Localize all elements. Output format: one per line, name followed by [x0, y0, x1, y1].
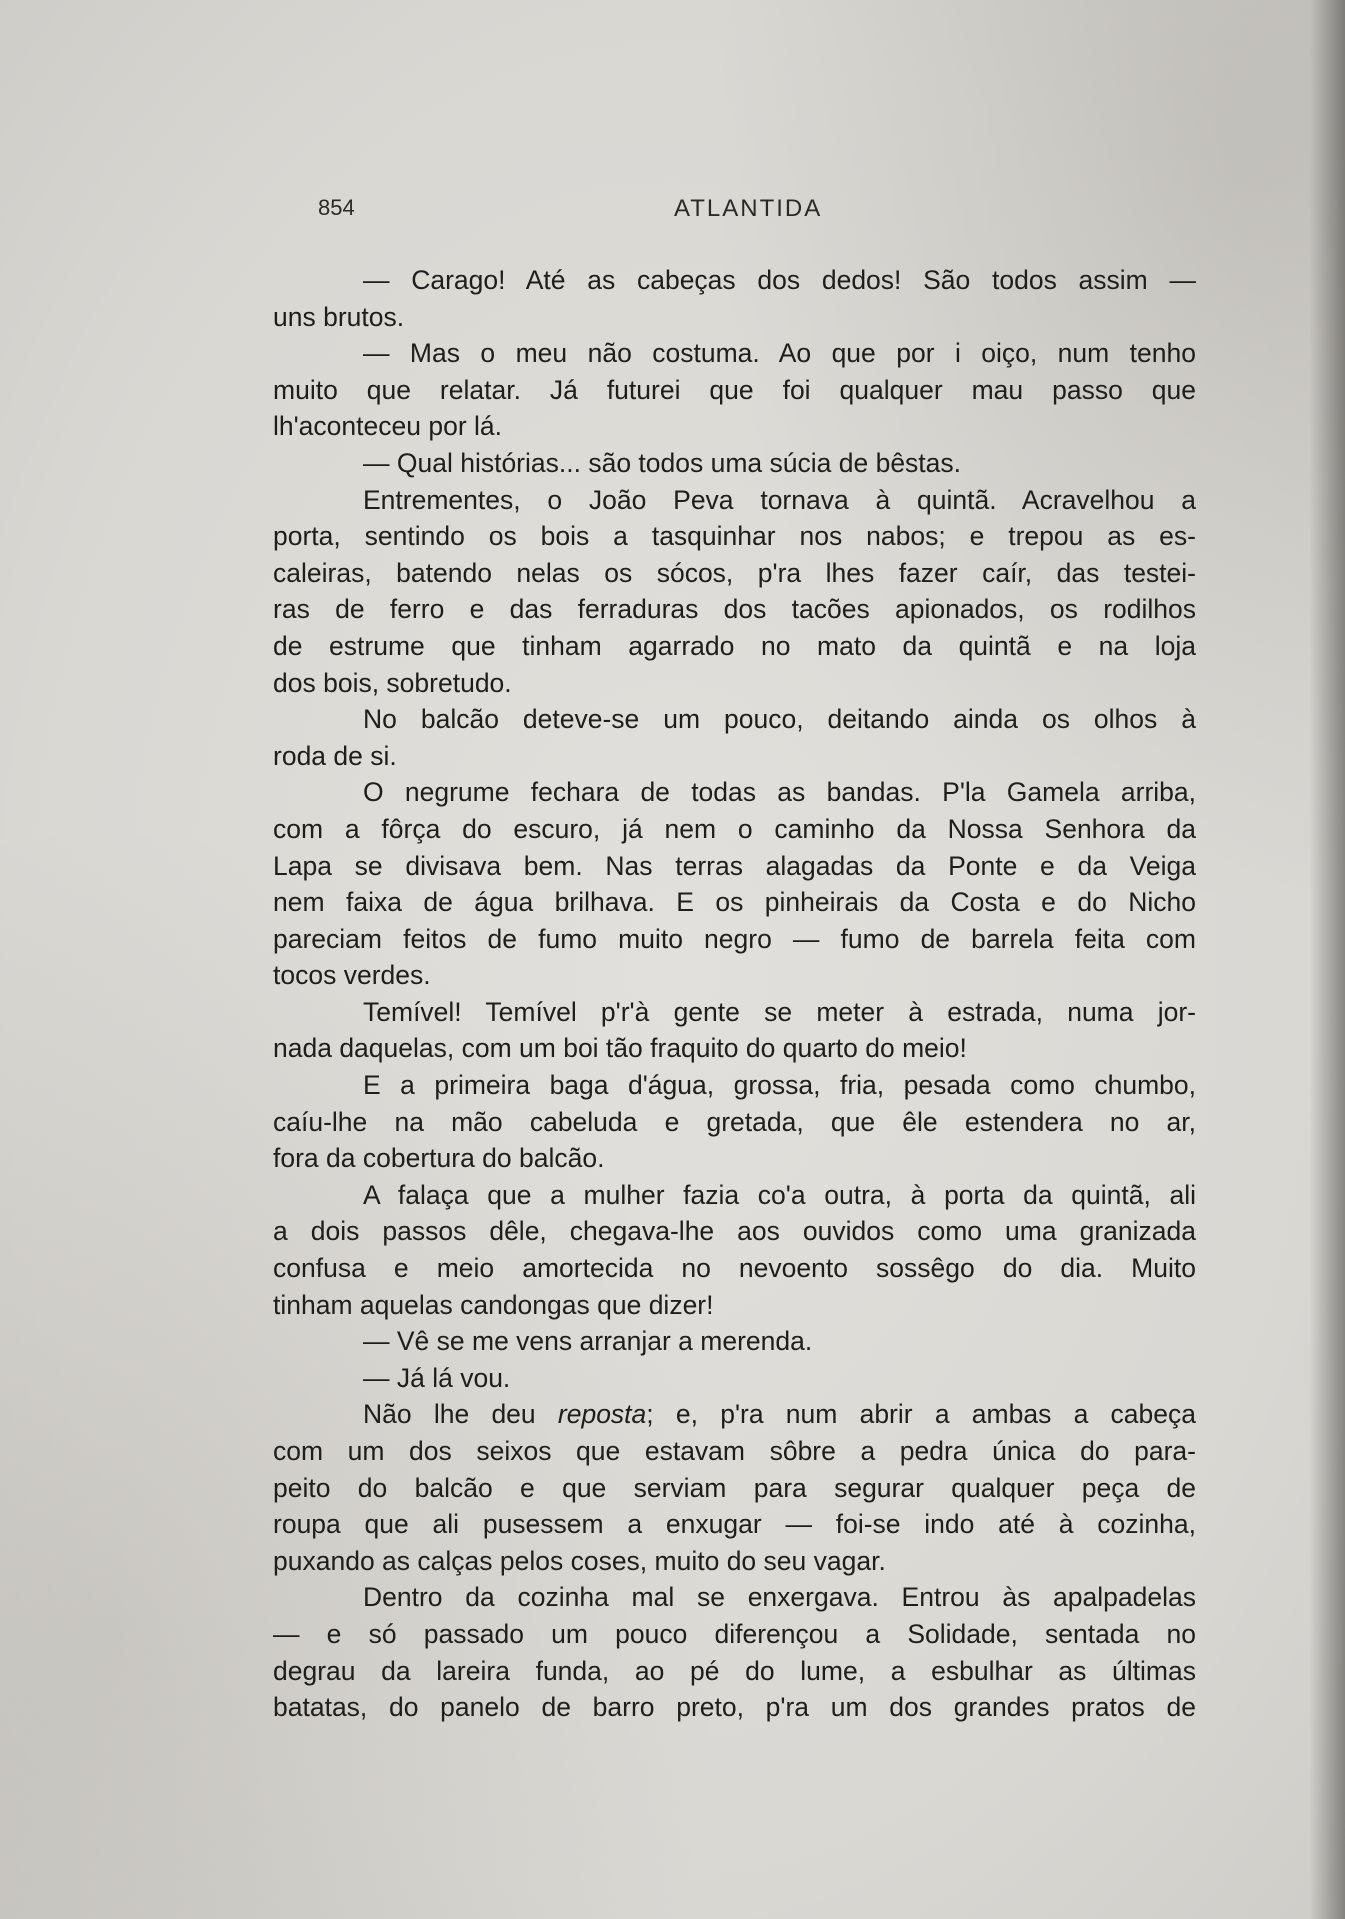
paragraph: [273, 994, 1196, 1067]
text-line: Dentro da cozinha mal se enxergava. Entrou às apalpadelas: [363, 1582, 1196, 1613]
body-text: [273, 262, 1196, 1726]
text-line: tocos verdes.: [273, 960, 431, 991]
text-line: tinham aquelas candongas que dizer!: [273, 1289, 714, 1320]
text-line: No balcão deteve-se um pouco, deitando ainda os olhos à: [363, 704, 1196, 735]
text-line: nem faixa de água brilhava. E os pinheirais da Costa e do Nicho: [273, 887, 1196, 918]
text-line: puxando as calças pelos coses, muito do seu vagar.: [273, 1545, 886, 1576]
paragraph: [273, 1067, 1196, 1177]
text-line: — Mas o meu não costuma. Ao que por i oiço, num tenho: [363, 338, 1196, 369]
text-line: uns brutos.: [273, 301, 405, 332]
paragraph: [273, 482, 1196, 702]
page-number: 854: [318, 195, 355, 220]
text-line: — e só passado um pouco diferençou a Solidade, sentada no: [273, 1618, 1196, 1649]
text-line: Entrementes, o João Peva tornava à quintã. Acravelhou a: [363, 484, 1196, 515]
text-line: [318, 1396, 1196, 1433]
paragraph: [273, 1579, 1196, 1725]
text-line: dos bois, sobretudo.: [273, 667, 512, 698]
italic-word: reposta: [557, 1399, 647, 1430]
text-segment: Não lhe deu: [363, 1399, 558, 1430]
paragraph: [273, 1396, 1196, 1579]
text-line: — Vê se me vens arranjar a merenda.: [363, 1326, 813, 1357]
text-line: confusa e meio amortecida no nevoento sossêgo do dia. Muito: [273, 1253, 1196, 1284]
paragraph: [273, 774, 1196, 994]
paragraph: [273, 262, 1196, 335]
text-line: roupa que ali pusessem a enxugar — foi-se indo até à cozinha,: [273, 1509, 1196, 1540]
text-line: fora da cobertura do balcão.: [273, 1143, 605, 1174]
text-line: — Carago! Até as cabeças dos dedos! São todos assim —: [363, 265, 1196, 295]
text-line: pareciam feitos de fumo muito negro — fumo de barrela feita com: [273, 923, 1196, 954]
paragraph: [273, 1177, 1196, 1323]
text-line: A falaça que a mulher fazia co'a outra, à porta da quintã, ali: [363, 1179, 1196, 1210]
text-line: com um dos seixos que estavam sôbre a pedra única do para-: [273, 1436, 1196, 1466]
text-line: a dois passos dêle, chegava-lhe aos ouvidos como uma granizada: [273, 1216, 1196, 1247]
text-line: Temível! Temível p'r'à gente se meter à estrada, numa jor-: [363, 996, 1196, 1027]
text-line: de estrume que tinham agarrado no mato da quintã e na loja: [273, 630, 1196, 661]
text-line: batatas, do panelo de barro preto, p'ra um dos grandes pratos de: [273, 1692, 1196, 1723]
text-line: lh'aconteceu por lá.: [273, 411, 502, 442]
text-line: porta, sentindo os bois a tasquinhar nos nabos; e trepou as es-: [273, 521, 1196, 552]
text-line: muito que relatar. Já futurei que foi qualquer mau passo que: [273, 374, 1196, 405]
text-line: Lapa se divisava bem. Nas terras alagadas da Ponte e da Veiga: [273, 850, 1196, 881]
paragraph: [273, 335, 1196, 445]
text-line: roda de si.: [273, 740, 397, 771]
text-line: — Já lá vou.: [363, 1362, 511, 1393]
paragraph: [318, 1360, 1196, 1397]
text-line: O negrume fechara de todas as bandas. P'la Gamela arriba,: [363, 777, 1196, 808]
text-line: caleiras, batendo nelas os sócos, p'ra lhes fazer caír, das testei-: [273, 557, 1196, 588]
running-title: ATLANTIDA: [674, 195, 823, 222]
text-line: caíu-lhe na mão cabeluda e gretada, que êle estendera no ar,: [273, 1106, 1196, 1137]
text-line: ras de ferro e das ferraduras dos tacões apionados, os rodilhos: [273, 594, 1196, 625]
running-head: [318, 195, 1196, 231]
text-line: E a primeira baga d'água, grossa, fria, pesada como chumbo,: [363, 1070, 1196, 1101]
paragraph: [273, 701, 1196, 774]
text-line: — Qual histórias... são todos uma súcia de bêstas.: [363, 447, 962, 478]
text-line: nada daquelas, com um boi tão fraquito do quarto do meio!: [273, 1033, 967, 1064]
paragraph: [318, 1323, 1196, 1360]
page-edge-shadow: [1309, 0, 1345, 1919]
text-segment: ; e, p'ra num abrir a ambas a cabeça: [646, 1399, 1196, 1430]
text-line: peito do balcão e que serviam para segurar qualquer peça de: [273, 1472, 1196, 1503]
text-line: com a fôrça do escuro, já nem o caminho da Nossa Senhora da: [273, 813, 1196, 844]
paragraph: [318, 445, 1196, 482]
text-line: degrau da lareira funda, ao pé do lume, a esbulhar as últimas: [273, 1655, 1196, 1686]
